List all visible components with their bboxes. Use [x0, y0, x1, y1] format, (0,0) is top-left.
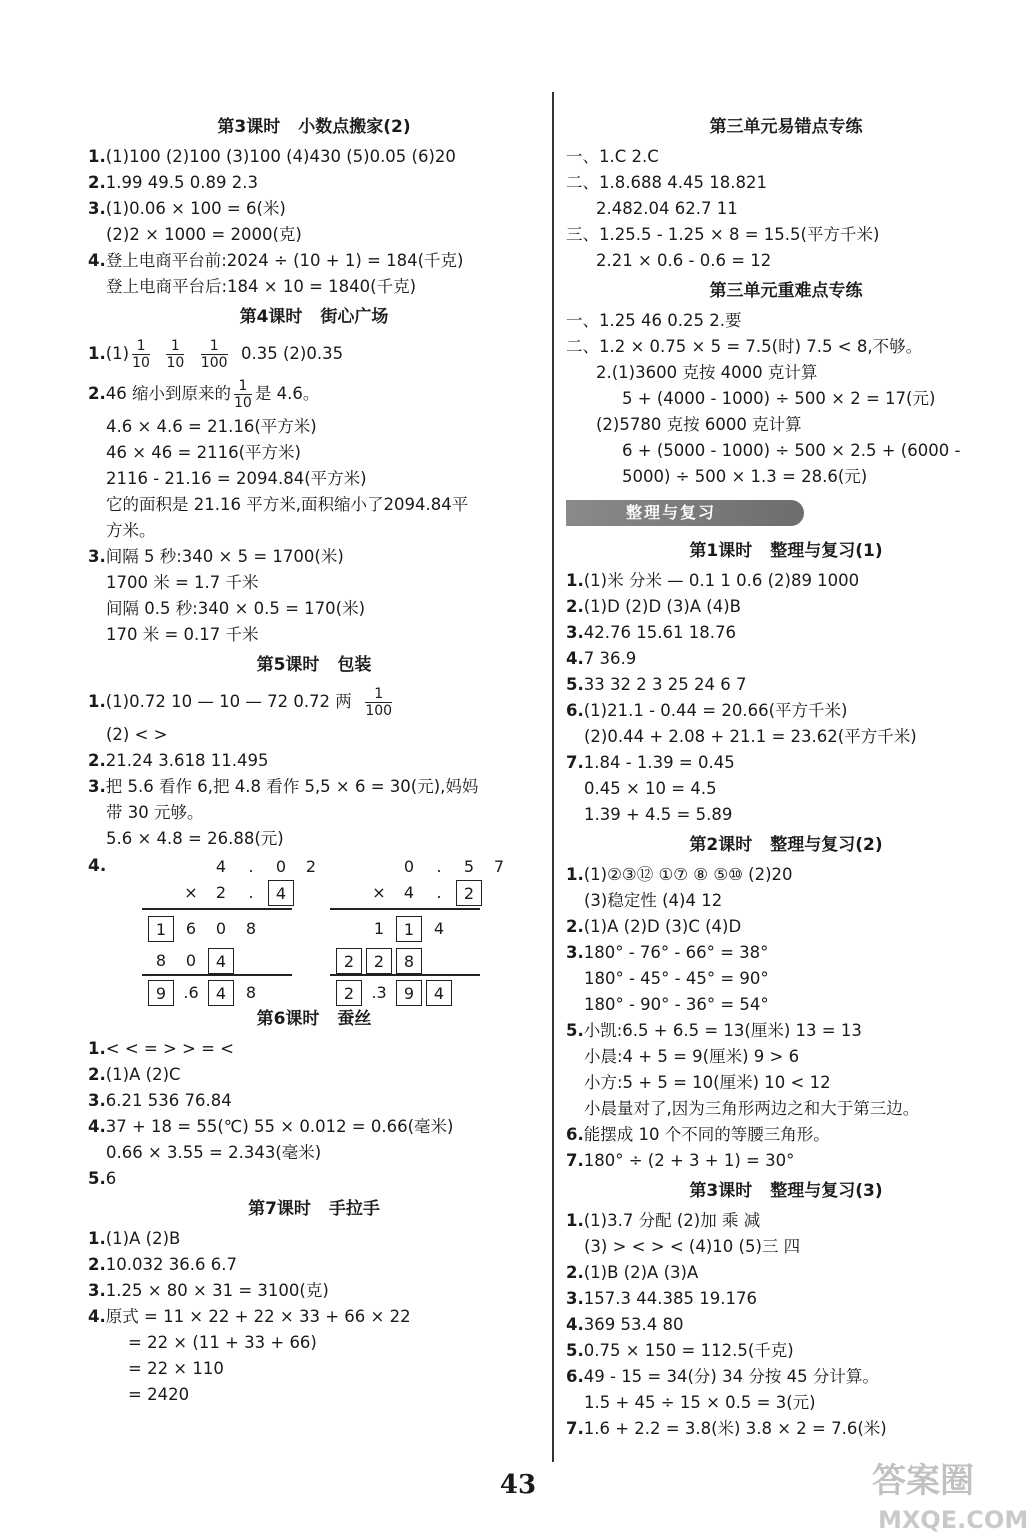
mult-digit: 1	[148, 916, 174, 942]
answer-line	[88, 544, 540, 570]
question-number: 5.	[566, 1341, 584, 1360]
answer-text: 1.25 × 80 × 31 = 3100(克)	[105, 1281, 329, 1300]
question-number: 3.	[88, 777, 106, 796]
answer-text: 0.35 (2)0.35	[241, 344, 344, 363]
answer-text: (1)3.7 分配 (2)加 乘 减	[583, 1211, 761, 1230]
question-number: 3.	[566, 623, 584, 642]
banner-title: 整理与复习	[626, 503, 717, 522]
mult-digit: 9	[396, 980, 422, 1006]
answer-text: (1)A (2)D (3)C (4)D	[583, 917, 742, 936]
question-number: 6.	[566, 1125, 584, 1144]
question-number: 7.	[566, 753, 584, 772]
mult-digit: 0	[275, 857, 287, 876]
heading-title: 蚕丝	[337, 1009, 372, 1029]
heading-title: 整理与复习(2)	[770, 835, 883, 855]
section-heading	[88, 300, 540, 334]
question-number: 1.	[88, 692, 106, 711]
answer-line	[566, 1364, 1006, 1390]
answer-line: 小晨量对了,因为三角形两边之和大于第三边。	[584, 1099, 920, 1118]
answer-line: 5 + (4000 - 1000) ÷ 500 × 2 = 17(元)	[622, 389, 936, 408]
answer-text: 登上电商平台前:2024 ÷ (10 + 1) = 184(千克)	[105, 251, 464, 270]
answer-line	[566, 620, 1006, 646]
mult-digit: 8	[155, 951, 167, 970]
heading-lesson: 第7课时	[248, 1199, 311, 1219]
answer-line: 二、1.2 × 0.75 × 5 = 7.5(时) 7.5 < 8,不够。	[566, 337, 923, 356]
answer-text: 把 5.6 看作 6,把 4.8 看作 5,5 × 6 = 30(元),妈妈	[105, 777, 479, 796]
mult-digit: 4	[268, 880, 294, 906]
question-number: 1.	[88, 344, 106, 363]
answer-line: 5.6 × 4.8 = 26.88(元)	[106, 829, 284, 848]
mult-digit: .	[436, 883, 442, 902]
answer-line: 1.39 + 4.5 = 5.89	[584, 805, 733, 824]
question-number: 2.	[88, 384, 106, 403]
answer-line	[566, 646, 1006, 672]
answer-text: 1.84 - 1.39 = 0.45	[583, 753, 735, 772]
section-heading	[88, 1192, 540, 1226]
answer-line	[88, 1114, 540, 1140]
answer-line: = 2420	[128, 1385, 190, 1404]
answer-line	[566, 914, 1006, 940]
answer-line	[566, 594, 1006, 620]
answer-text: 21.24 3.618 11.495	[105, 751, 269, 770]
answer-line: 180° - 90° - 36° = 54°	[584, 995, 769, 1014]
heading-title: 整理与复习(1)	[770, 541, 883, 561]
answer-line: 2.(1)3600 克按 4000 克计算	[596, 363, 818, 382]
question-number: 2.	[88, 751, 106, 770]
question-number: 3.	[88, 1281, 106, 1300]
mult-digit: 5	[463, 857, 475, 876]
answer-line	[566, 1286, 1006, 1312]
question-number: 7.	[566, 1419, 584, 1438]
answer-line	[566, 1148, 1006, 1174]
answer-line-fractions	[88, 374, 540, 414]
answer-line: (3) > < > < (4)10 (5)三 四	[584, 1237, 801, 1256]
answer-line	[88, 1036, 540, 1062]
question-number: 1.	[566, 571, 584, 590]
answer-line: 6 + (5000 - 1000) ÷ 500 × 2.5 + (6000 -	[622, 441, 961, 460]
answer-line: 带 30 元够。	[106, 803, 204, 822]
question-number: 5.	[566, 675, 584, 694]
answer-line: 2116 - 21.16 = 2094.84(平方米)	[106, 469, 367, 488]
answer-line: 1700 米 = 1.7 千米	[106, 573, 259, 592]
answer-text: 7 36.9	[583, 649, 637, 668]
answer-line	[566, 568, 1006, 594]
fraction	[365, 686, 392, 719]
answer-text: (1)A (2)B	[105, 1229, 181, 1248]
answer-line: (2) < >	[106, 725, 168, 744]
answer-line	[88, 1166, 540, 1192]
answer-text: 33 32 2 3 25 24 6 7	[583, 675, 747, 694]
answer-line	[88, 774, 540, 800]
watermark-logo	[866, 1452, 1036, 1536]
answer-line: 小方:5 + 5 = 10(厘米) 10 < 12	[584, 1073, 831, 1092]
mult-digit: ×	[372, 883, 386, 902]
answer-text: 0.75 × 150 = 112.5(千克)	[583, 1341, 794, 1360]
vertical-multiplication	[88, 852, 540, 1002]
answer-text: 10.032 36.6 6.7	[105, 1255, 237, 1274]
answer-line	[88, 1226, 540, 1252]
section-heading	[566, 828, 1006, 862]
fraction-denominator: 100	[365, 703, 393, 719]
heading-title: 小数点搬家(2)	[298, 117, 411, 137]
answer-text: 369 53.4 80	[583, 1315, 684, 1334]
answer-line: 它的面积是 21.16 平方米,面积缩小了2094.84平	[106, 495, 469, 514]
watermark-bottom: MXQE.COM	[878, 1506, 1029, 1534]
question-number: 3.	[88, 1091, 106, 1110]
page-number: 43	[499, 1470, 537, 1500]
answer-text: (1)米 分米 — 0.1 1 0.6 (2)89 1000	[583, 571, 860, 590]
question-number: 3.	[566, 943, 584, 962]
question-number: 3.	[566, 1289, 584, 1308]
question-number: 1.	[88, 1229, 106, 1248]
answer-text: 1.6 + 2.2 = 3.8(米) 3.8 × 2 = 7.6(米)	[583, 1419, 887, 1438]
answer-line	[566, 862, 1006, 888]
fraction	[234, 378, 252, 411]
answer-text: (1)	[105, 344, 130, 363]
fraction	[132, 338, 150, 371]
answer-line	[88, 1062, 540, 1088]
mult-digit: 4	[215, 857, 227, 876]
answer-line: (2)0.44 + 2.08 + 21.1 = 23.62(平方千米)	[584, 727, 917, 746]
answer-line: 间隔 0.5 秒:340 × 0.5 = 170(米)	[106, 599, 366, 618]
answer-text: (1)A (2)C	[105, 1065, 181, 1084]
answer-line: (2)2 × 1000 = 2000(克)	[106, 225, 302, 244]
right-column	[566, 110, 1006, 1442]
section-banner	[566, 496, 1006, 530]
answer-text: (1)100 (2)100 (3)100 (4)430 (5)0.05 (6)20	[105, 147, 456, 166]
mult-digit: 4	[403, 883, 415, 902]
answer-line	[566, 1018, 1006, 1044]
answer-line	[566, 1338, 1006, 1364]
answer-line: = 22 × (11 + 33 + 66)	[128, 1333, 317, 1352]
mult-digit: 8	[245, 919, 257, 938]
column-divider	[552, 92, 554, 1462]
answer-line	[566, 672, 1006, 698]
answer-line	[566, 1122, 1006, 1148]
answer-text: < < = > > = <	[105, 1039, 234, 1058]
answer-text: 原式 = 11 × 22 + 22 × 33 + 66 × 22	[105, 1307, 411, 1326]
answer-text: 180° ÷ (2 + 3 + 1) = 30°	[583, 1151, 795, 1170]
answer-line-fractions	[88, 682, 540, 722]
answer-text: (1)②③⑫ ①⑦ ⑧ ⑤⑩ (2)20	[583, 865, 793, 884]
question-number: 5.	[88, 1169, 106, 1188]
mult-digit: 2	[336, 980, 362, 1006]
fraction-numerator: 1	[365, 686, 392, 703]
answer-text: 180° - 76° - 66° = 38°	[583, 943, 769, 962]
mult-rule	[142, 908, 292, 910]
question-number: 2.	[88, 1065, 106, 1084]
question-number: 1.	[88, 1039, 106, 1058]
answer-line: 0.66 × 3.55 = 2.343(毫米)	[106, 1143, 322, 1162]
answer-text: 37 + 18 = 55(℃) 55 × 0.012 = 0.66(毫米)	[105, 1117, 454, 1136]
answer-line: 登上电商平台后:184 × 10 = 1840(千克)	[106, 277, 417, 296]
mult-digit: .	[436, 857, 442, 876]
mult-rule	[142, 974, 292, 976]
section-heading	[88, 1002, 540, 1036]
answer-text: 42.76 15.61 18.76	[583, 623, 736, 642]
fraction-numerator: 1	[201, 338, 228, 355]
question-number: 4.	[566, 1315, 584, 1334]
fraction-denominator: 10	[132, 355, 150, 371]
answer-line: 三、1.25.5 - 1.25 × 8 = 15.5(平方千米)	[566, 225, 880, 244]
answer-line	[88, 1278, 540, 1304]
mult-digit: 4	[433, 919, 445, 938]
mult-digit: 8	[396, 948, 422, 974]
fraction-numerator: 1	[132, 338, 150, 355]
answer-text: 间隔 5 秒:340 × 5 = 1700(米)	[105, 547, 344, 566]
question-number: 2.	[566, 597, 584, 616]
mult-digit: 1	[373, 919, 385, 938]
watermark-top: 答案圈	[872, 1461, 974, 1501]
answer-line	[566, 1260, 1006, 1286]
answer-line: 170 米 = 0.17 千米	[106, 625, 259, 644]
fraction-denominator: 100	[200, 355, 228, 371]
answer-line: 方米。	[106, 521, 156, 540]
fraction-numerator: 1	[234, 378, 252, 395]
mult-digit: 2	[366, 948, 392, 974]
mult-digit: 4	[426, 980, 452, 1006]
question-number: 2.	[88, 173, 106, 192]
answer-text: (1)D (2)D (3)A (4)B	[583, 597, 741, 616]
mult-rule	[330, 974, 480, 976]
answer-line: 0.45 × 10 = 4.5	[584, 779, 717, 798]
answer-text: 6	[105, 1169, 117, 1188]
answer-line: 4.6 × 4.6 = 21.16(平方米)	[106, 417, 317, 436]
answer-line	[88, 248, 540, 274]
mult-digit: .	[248, 883, 254, 902]
answer-text: (1)0.06 × 100 = 6(米)	[105, 199, 286, 218]
question-number: 7.	[566, 1151, 584, 1170]
heading-lesson: 第三单元重难点专练	[709, 281, 863, 301]
question-number: 2.	[566, 1263, 584, 1282]
mult-digit: 1	[396, 916, 422, 942]
mult-rule	[330, 908, 480, 910]
answer-line: 2.21 × 0.6 - 0.6 = 12	[596, 251, 772, 270]
answer-line: 2.482.04 62.7 11	[596, 199, 738, 218]
mult-digit: 7	[493, 857, 505, 876]
answer-text: (1)21.1 - 0.44 = 20.66(平方千米)	[583, 701, 848, 720]
question-number: 4.	[88, 1307, 106, 1326]
question-number: 1.	[566, 865, 584, 884]
left-column	[88, 110, 540, 1408]
question-number: 3.	[88, 547, 106, 566]
mult-digit: 2	[336, 948, 362, 974]
answer-line: 一、1.25 46 0.25 2.要	[566, 311, 742, 330]
answer-text: 6.21 536 76.84	[105, 1091, 232, 1110]
mult-digit: 9	[148, 980, 174, 1006]
answer-line: 180° - 45° - 45° = 90°	[584, 969, 769, 988]
answer-text: (1)0.72 10 — 10 — 72 0.72 两	[105, 692, 352, 711]
mult-digit: .6	[183, 983, 199, 1002]
answer-line: 5000) ÷ 500 × 1.3 = 28.6(元)	[622, 467, 868, 486]
answer-line	[88, 1088, 540, 1114]
heading-lesson: 第4课时	[239, 307, 303, 327]
answer-line	[566, 940, 1006, 966]
heading-lesson: 第3课时	[217, 117, 281, 137]
question-number: 4.	[88, 856, 107, 876]
question-number: 6.	[566, 1367, 584, 1386]
mult-digit: 4	[208, 948, 234, 974]
answer-line	[88, 144, 540, 170]
fraction-denominator: 10	[234, 395, 252, 411]
mult-digit: 2	[305, 857, 317, 876]
answer-text: 是 4.6。	[254, 384, 320, 403]
answer-text: 能摆成 10 个不同的等腰三角形。	[583, 1125, 830, 1144]
heading-lesson: 第2课时	[689, 835, 753, 855]
mult-digit: 2	[456, 880, 482, 906]
mult-digit: 4	[208, 980, 234, 1006]
answer-text: 157.3 44.385 19.176	[583, 1289, 757, 1308]
question-number: 2.	[88, 1255, 106, 1274]
heading-lesson: 第三单元易错点专练	[709, 117, 863, 137]
answer-line	[566, 750, 1006, 776]
answer-line	[88, 196, 540, 222]
section-heading	[566, 274, 1006, 308]
mult-digit: 8	[245, 983, 257, 1002]
answer-text: 1.99 49.5 0.89 2.3	[105, 173, 258, 192]
section-heading	[566, 534, 1006, 568]
mult-digit: 2	[215, 883, 227, 902]
question-number: 1.	[566, 1211, 584, 1230]
question-number: 6.	[566, 701, 584, 720]
fraction-numerator: 1	[166, 338, 184, 355]
heading-lesson: 第5课时	[256, 655, 320, 675]
mult-digit: 0	[403, 857, 415, 876]
mult-digit: ×	[184, 883, 198, 902]
answer-line: 1.5 + 45 ÷ 15 × 0.5 = 3(元)	[584, 1393, 816, 1412]
answer-line	[88, 170, 540, 196]
answer-line: (3)稳定性 (4)4 12	[584, 891, 723, 910]
section-heading	[88, 110, 540, 144]
heading-title: 手拉手	[328, 1199, 380, 1219]
question-number: 4.	[88, 251, 106, 270]
fraction	[201, 338, 228, 371]
question-number: 3.	[88, 199, 106, 218]
fraction	[166, 338, 184, 371]
mult-digit: .	[248, 857, 254, 876]
question-number: 4.	[566, 649, 584, 668]
answer-line: 小晨:4 + 5 = 9(厘米) 9 > 6	[584, 1047, 800, 1066]
mult-digit: 0	[215, 919, 227, 938]
answer-line: 二、1.8.688 4.45 18.821	[566, 173, 767, 192]
heading-title: 整理与复习(3)	[770, 1181, 883, 1201]
section-heading	[566, 110, 1006, 144]
answer-line	[566, 1208, 1006, 1234]
answer-line	[566, 1416, 1006, 1442]
answer-line	[88, 748, 540, 774]
answer-line-fractions	[88, 334, 540, 374]
heading-title: 包装	[337, 655, 372, 675]
answer-line: 46 × 46 = 2116(平方米)	[106, 443, 301, 462]
section-heading	[566, 1174, 1006, 1208]
answer-line: 一、1.C 2.C	[566, 147, 659, 166]
answer-text: 49 - 15 = 34(分) 34 分按 45 分计算。	[583, 1367, 879, 1386]
answer-line: (2)5780 克按 6000 克计算	[596, 415, 802, 434]
answer-line	[566, 1312, 1006, 1338]
section-heading	[88, 648, 540, 682]
answer-line: = 22 × 110	[128, 1359, 224, 1378]
mult-digit: 6	[185, 919, 197, 938]
question-number: 5.	[566, 1021, 584, 1040]
question-number: 1.	[88, 147, 106, 166]
answer-text: 46 缩小到原来的	[105, 384, 231, 403]
mult-digit: 0	[185, 951, 197, 970]
mult-digit: .3	[371, 983, 387, 1002]
heading-lesson: 第1课时	[689, 541, 753, 561]
fraction-denominator: 10	[166, 355, 185, 371]
answer-text: (1)B (2)A (3)A	[583, 1263, 699, 1282]
question-number: 2.	[566, 917, 584, 936]
answer-text: 小凯:6.5 + 6.5 = 13(厘米) 13 = 13	[583, 1021, 862, 1040]
heading-title: 街心广场	[320, 307, 389, 327]
heading-lesson: 第6课时	[256, 1009, 320, 1029]
heading-lesson: 第3课时	[689, 1181, 753, 1201]
answer-line	[88, 1252, 540, 1278]
question-number: 4.	[88, 1117, 106, 1136]
answer-line	[88, 1304, 540, 1330]
answer-line	[566, 698, 1006, 724]
